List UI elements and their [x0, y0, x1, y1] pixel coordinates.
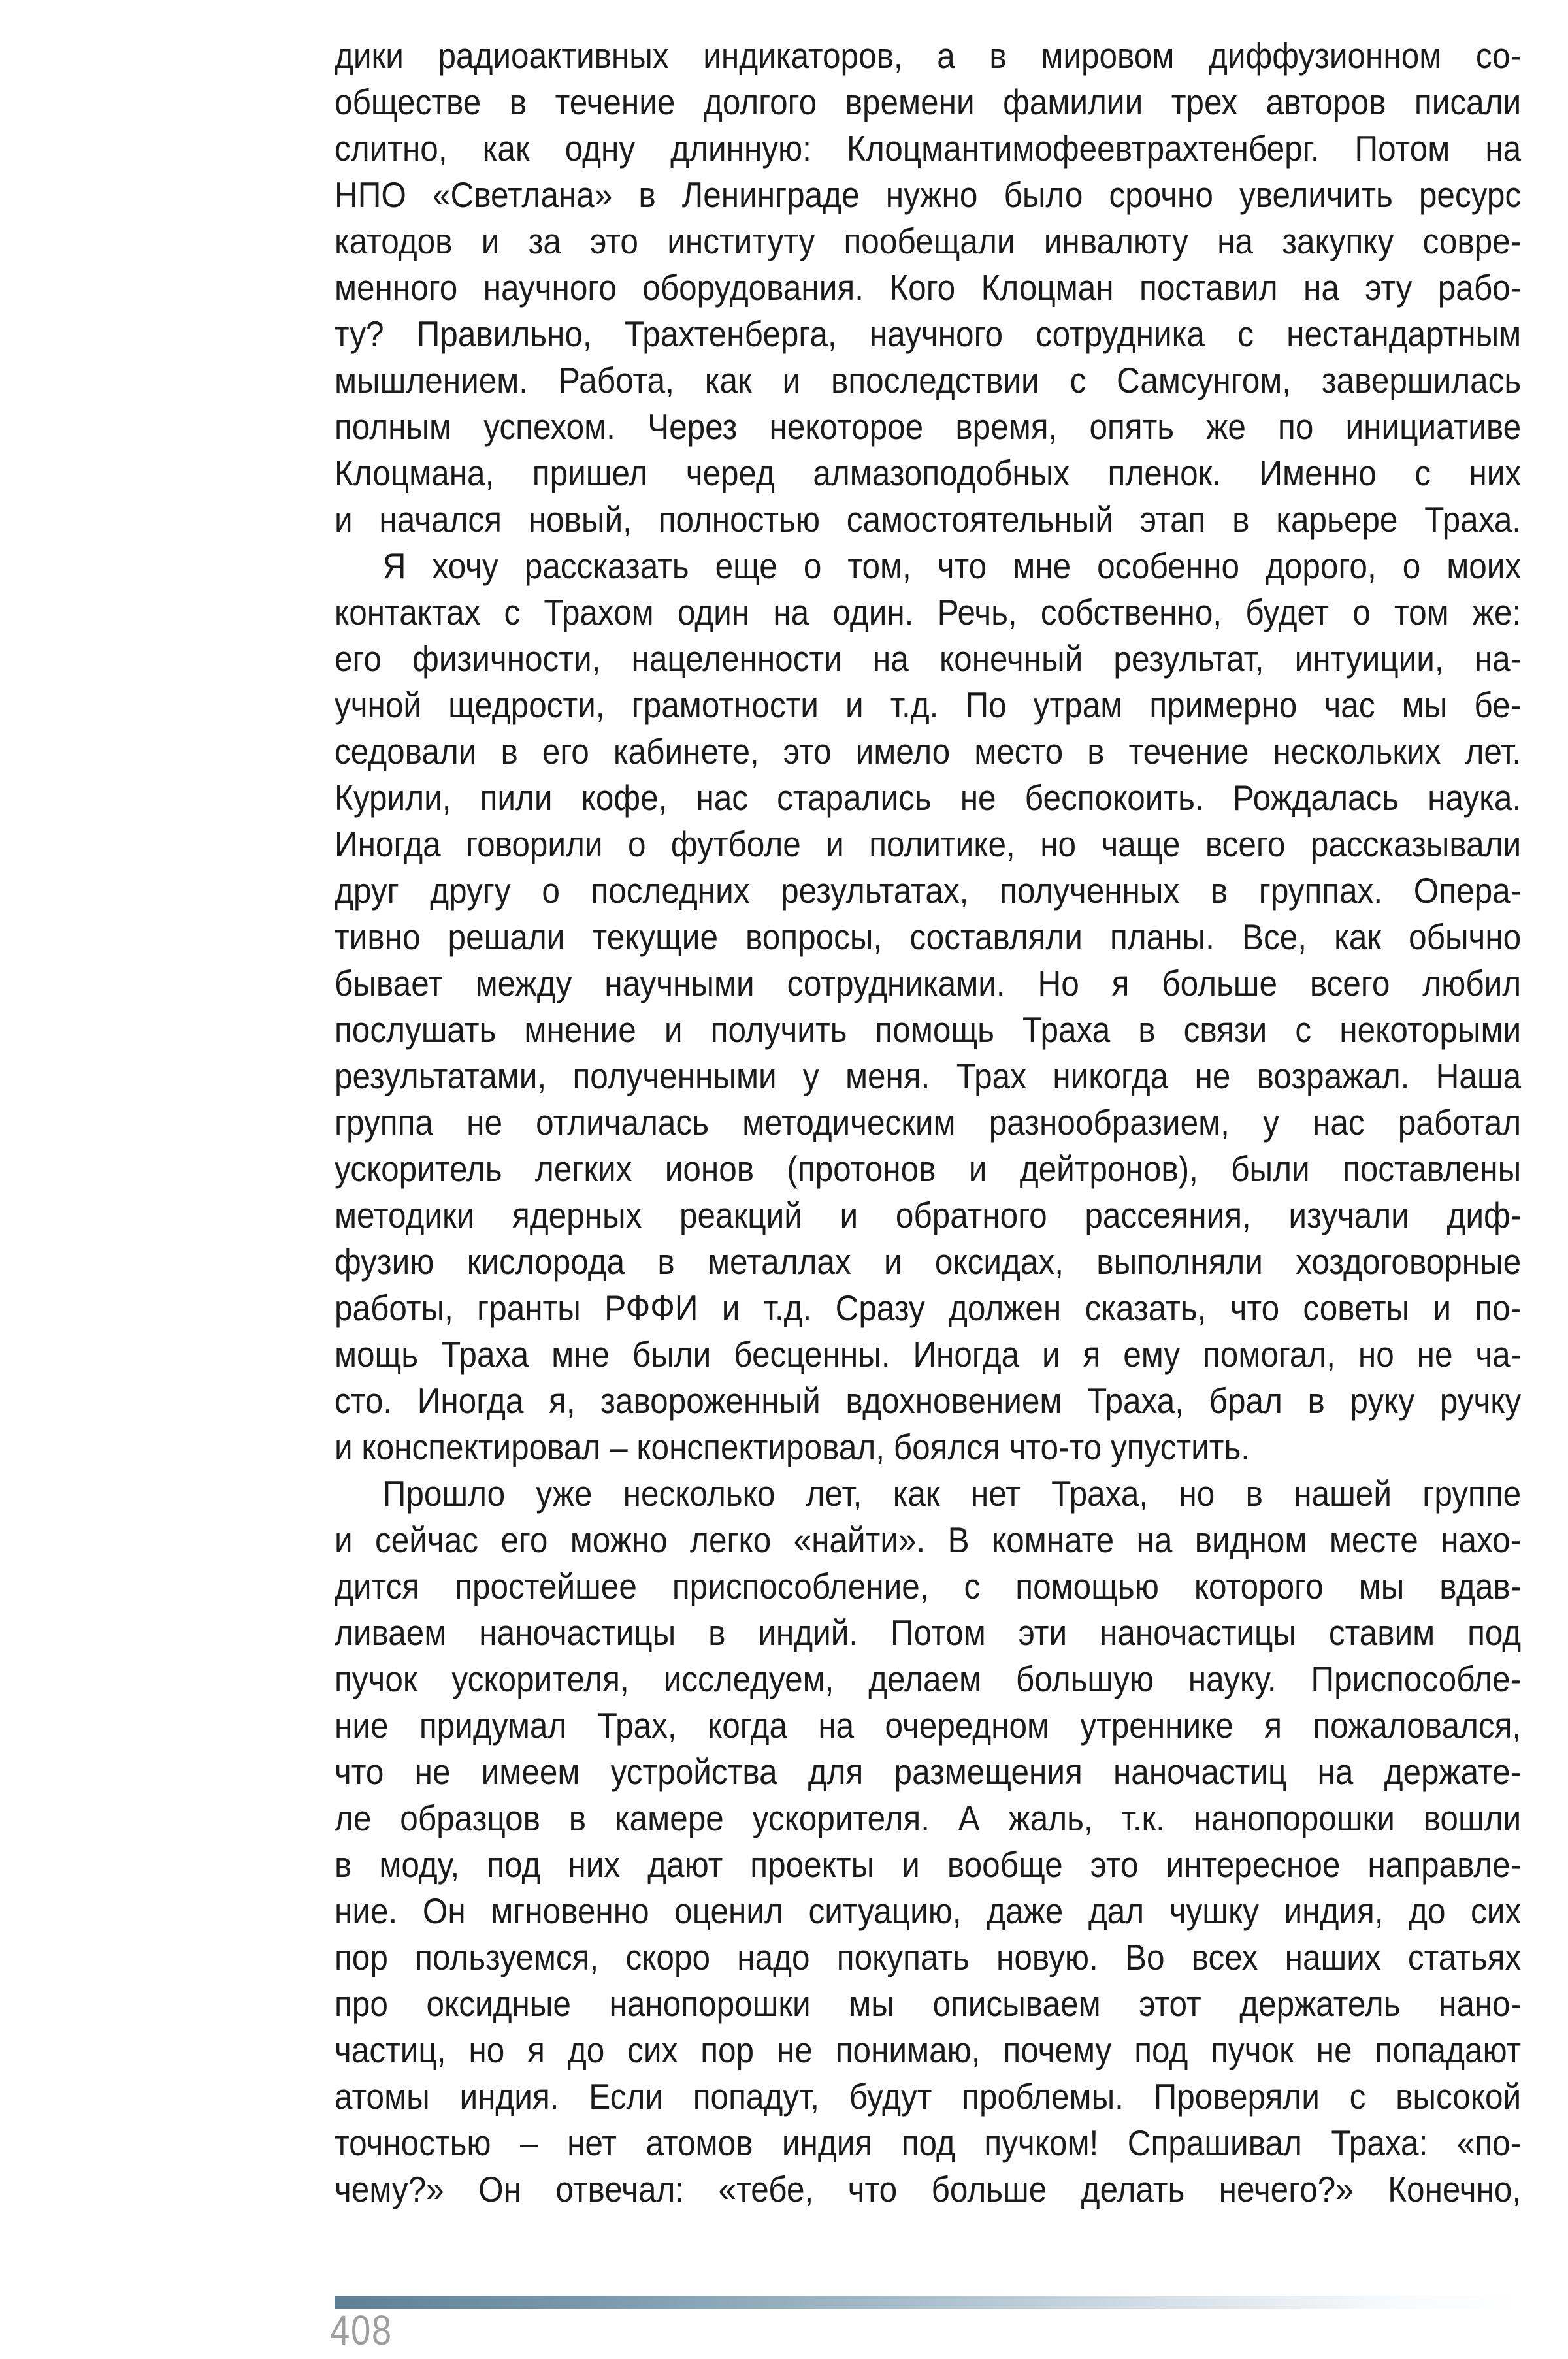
text-line: Клоцмана, пришел черед алмазоподобных пленок. Именно с них — [335, 453, 1522, 493]
text-line: ту? Правильно, Трахтенберга, научного сотрудника с нестандартным — [335, 314, 1522, 354]
text-line: ливаем наночастицы в индий. Потом эти наночастицы ставим под — [335, 1612, 1522, 1653]
text-line: друг другу о последних результатах, полученных в группах. Опера- — [335, 870, 1522, 911]
text-line: пучок ускорителя, исследуем, делаем большую науку. Приспособле- — [335, 1659, 1522, 1699]
text-line: Курили, пили кофе, нас старались не беспокоить. Рождалась наука. — [335, 777, 1522, 818]
text-line: методики ядерных реакций и обратного рассеяния, изучали диф- — [335, 1195, 1522, 1235]
footer-rule — [335, 2296, 1520, 2309]
text-line: мощь Траха мне были бесценны. Иногда и я ему помогал, но не ча- — [335, 1334, 1522, 1375]
text-line: точностью – нет атомов индия под пучком! Спрашивал Траха: «по- — [335, 2123, 1522, 2163]
text-line: седовали в его кабинете, это имело место в течение нескольких лет. — [335, 731, 1522, 772]
text-line: контактах с Трахом один на один. Речь, собственно, будет о том же: — [335, 592, 1522, 632]
text-line: учной щедрости, грамотности и т.д. По утрам примерно час мы бе- — [335, 685, 1522, 725]
text-line: ние. Он мгновенно оценил ситуацию, даже дал чушку индия, до сих — [335, 1891, 1522, 1931]
text-line: и сейчас его можно легко «найти». В комнате на видном месте нахо- — [335, 1520, 1522, 1560]
text-line: в моду, под них дают проекты и вообще это интересное направле- — [335, 1844, 1522, 1885]
text-line: ние придумал Трах, когда на очередном утреннике я пожаловался, — [335, 1705, 1522, 1746]
body-text — [335, 33, 1521, 2213]
text-line: слитно, как одну длинную: Клоцмантимофеевтрахтенберг. Потом на — [335, 128, 1522, 169]
text-line: бывает между научными сотрудниками. Но я больше всего любил — [335, 963, 1522, 1003]
text-line: тивно решали текущие вопросы, составляли планы. Все, как обычно — [335, 917, 1522, 957]
text-line: и начался новый, полностью самостоятельный этап в карьере Траха. — [335, 499, 1522, 540]
text-line: группа не отличалась методическим разнообразием, у нас работал — [335, 1102, 1522, 1143]
text-line: дится простейшее приспособление, с помощью которого мы вдав- — [335, 1566, 1522, 1606]
text-line: менного научного оборудования. Кого Клоцман поставил на эту рабо- — [335, 267, 1522, 308]
page-number: 408 — [330, 2307, 393, 2354]
text-line: дики радиоактивных индикаторов, а в мировом диффузионном со- — [335, 35, 1522, 76]
text-line: НПО «Светлана» в Ленинграде нужно было срочно увеличить ресурс — [335, 174, 1522, 215]
text-line: обществе в течение долгого времени фамилии трех авторов писали — [335, 82, 1522, 122]
text-line: пор пользуемся, скоро надо покупать новую. Во всех наших статьях — [335, 1937, 1522, 1977]
text-line: фузию кислорода в металлах и оксидах, выполняли хоздоговорные — [335, 1241, 1522, 1282]
text-line: послушать мнение и получить помощь Траха в связи с некоторыми — [335, 1009, 1522, 1050]
text-line: чему?» Он отвечал: «тебе, что больше делать нечего?» Конечно, — [335, 2169, 1522, 2209]
text-line: что не имеем устройства для размещения наночастиц на держате- — [335, 1751, 1522, 1792]
text-line: сто. Иногда я, завороженный вдохновением Траха, брал в руку ручку — [335, 1380, 1522, 1421]
text-line: работы, гранты РФФИ и т.д. Сразу должен сказать, что советы и по- — [335, 1288, 1522, 1328]
text-line: про оксидные нанопорошки мы описываем этот держатель нано- — [335, 1983, 1522, 2024]
text-line: мышлением. Работа, как и впоследствии с Самсунгом, завершилась — [335, 360, 1522, 400]
text-line: ускоритель легких ионов (протонов и дейтронов), были поставлены — [335, 1148, 1522, 1189]
text-line: Я хочу рассказать еще о том, что мне особенно дорого, о моих — [382, 545, 1522, 586]
text-line: катодов и за это институту пообещали инвалюту на закупку совре- — [335, 221, 1522, 261]
text-line: результатами, полученными у меня. Трах никогда не возражал. Наша — [335, 1056, 1522, 1096]
text-line: частиц, но я до сих пор не понимаю, почему под пучок не попадают — [335, 2030, 1522, 2070]
text-line: полным успехом. Через некоторое время, опять же по инициативе — [335, 406, 1522, 447]
text-line: Прошло уже несколько лет, как нет Траха, но в нашей группе — [382, 1473, 1522, 1514]
text-line: Иногда говорили о футболе и политике, но чаще всего рассказывали — [335, 824, 1522, 864]
text-line: его физичности, нацеленности на конечный результат, интуиции, на- — [335, 638, 1522, 679]
text-line: и конспектировал – конспектировал, боялся что-то упустить. — [335, 1427, 1250, 1467]
text-line: атомы индия. Если попадут, будут проблемы. Проверяли с высокой — [335, 2076, 1522, 2117]
text-line: ле образцов в камере ускорителя. А жаль, т.к. нанопорошки вошли — [335, 1798, 1522, 1838]
